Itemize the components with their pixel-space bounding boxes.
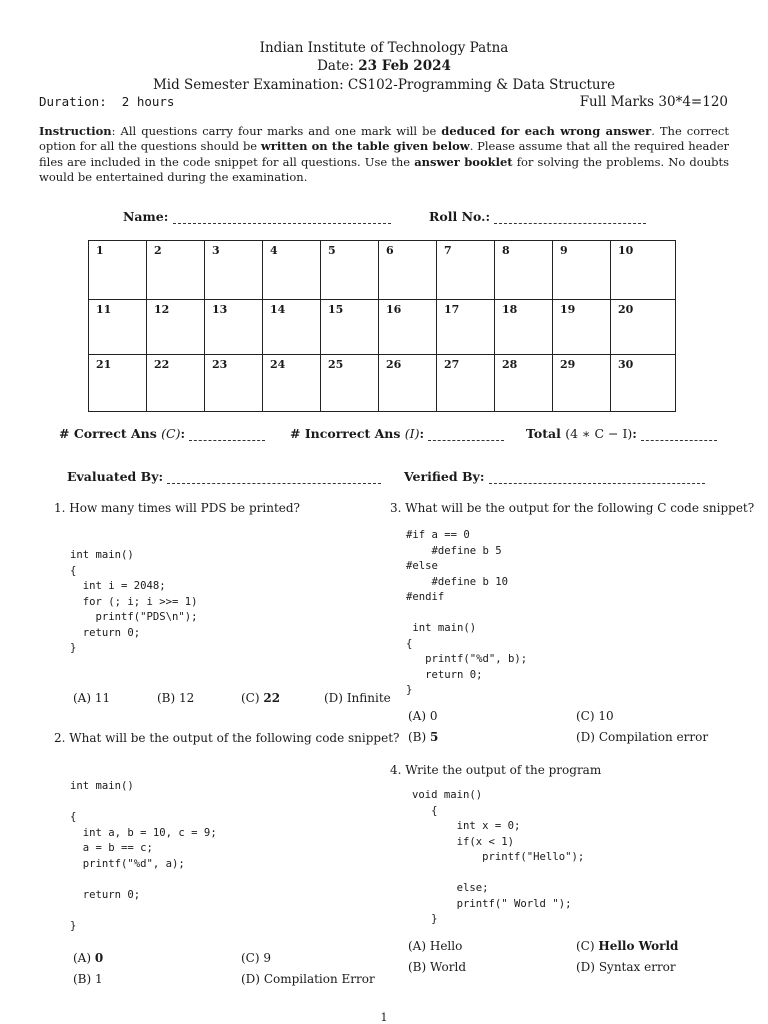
answer-cell[interactable]: 3 (205, 241, 263, 300)
correct-blank[interactable] (189, 440, 265, 441)
grid-row (89, 355, 676, 412)
incorrect-var: (I) (404, 426, 420, 441)
institute-name: Indian Institute of Technology Patna (259, 40, 509, 56)
question-number: 1. (54, 501, 66, 515)
answer-cell[interactable]: 5 (321, 241, 379, 300)
option-text: Hello World (598, 939, 679, 953)
option-text: Infinite (346, 691, 391, 705)
option-label: (A) (408, 709, 427, 723)
answer-cell[interactable]: 20 (611, 300, 676, 355)
question-text: What will be the output of the following code snippet? (69, 731, 400, 745)
option-label: (C) (576, 939, 595, 953)
instruction-emphasis: answer booklet (414, 154, 513, 169)
question-4 (390, 762, 601, 778)
option-text: 11 (94, 691, 111, 705)
answer-cell[interactable]: 6 (379, 241, 437, 300)
option-label: (C) (241, 951, 260, 965)
correct-field: # Correct Ans (C): (59, 426, 265, 441)
option-label: (C) (241, 691, 260, 705)
answer-grid (88, 240, 676, 412)
answer-cell[interactable]: 8 (495, 241, 553, 300)
q4-option-d[interactable] (576, 960, 676, 974)
instruction-emphasis: written on the table given below (260, 139, 470, 154)
option-label: (C) (576, 709, 595, 723)
option-label: (A) (408, 939, 427, 953)
answer-cell[interactable]: 25 (321, 355, 379, 412)
q1-option-b[interactable] (157, 691, 194, 705)
correct-var: (C) (161, 426, 181, 441)
answer-cell[interactable]: 28 (495, 355, 553, 412)
grid-row (89, 241, 676, 300)
instruction-text: . Please assume that all the required header files are included in the code snippet for all questions. Use the (39, 139, 729, 169)
evaluated-field: Evaluated By: (67, 469, 381, 484)
q3-code: #if a == 0 #define b 5 #else #define b 10 #endif int main() { printf("%d", b); return 0; } (406, 529, 528, 696)
q2-option-d[interactable] (241, 972, 375, 986)
incorrect-label: # Incorrect Ans (290, 426, 401, 441)
q1-option-a[interactable] (73, 691, 110, 705)
page-number: 1 (380, 1011, 388, 1024)
name-blank[interactable] (173, 223, 391, 224)
option-text: 0 (94, 951, 104, 965)
instruction-text: for solving the problems. No doubts would be entertained during the examination. (39, 154, 729, 185)
question-number: 3. (390, 501, 402, 515)
answer-cell[interactable]: 12 (147, 300, 205, 355)
answer-cell[interactable]: 19 (553, 300, 611, 355)
question-text: What will be the output for the following C code snippet? (405, 501, 755, 515)
question-2 (54, 730, 399, 746)
option-label: (D) (576, 730, 595, 744)
answer-cell[interactable]: 10 (611, 241, 676, 300)
q3-option-a[interactable] (408, 709, 438, 723)
answer-cell[interactable]: 4 (263, 241, 321, 300)
q3-option-d[interactable] (576, 730, 708, 744)
q4-option-b[interactable] (408, 960, 466, 974)
option-label: (B) (408, 730, 427, 744)
option-text: 22 (263, 691, 281, 705)
answer-cell[interactable]: 2 (147, 241, 205, 300)
verified-blank[interactable] (489, 483, 705, 484)
answer-cell[interactable]: 21 (89, 355, 147, 412)
option-label: (B) (408, 960, 427, 974)
option-label: (B) (157, 691, 176, 705)
correct-label: # Correct Ans (59, 426, 157, 441)
instruction-text: . The correct option for all the questions should be (39, 124, 729, 154)
answer-cell[interactable]: 13 (205, 300, 263, 355)
answer-cell[interactable]: 29 (553, 355, 611, 412)
incorrect-blank[interactable] (428, 440, 504, 441)
instruction-text: : All questions carry four marks and one mark will be (111, 124, 442, 138)
option-label: (D) (241, 972, 260, 986)
q4-option-c[interactable] (576, 939, 678, 953)
answer-cell[interactable]: 30 (611, 355, 676, 412)
option-label: (D) (576, 960, 595, 974)
name-field: Name: (123, 209, 391, 224)
roll-field: Roll No.: (429, 209, 646, 224)
q1-option-d[interactable] (324, 691, 391, 705)
total-formula: (4 ∗ C − I) (565, 426, 633, 441)
answer-cell[interactable]: 22 (147, 355, 205, 412)
roll-blank[interactable] (494, 223, 646, 224)
instruction-label: Instruction (39, 124, 112, 138)
answer-cell[interactable]: 9 (553, 241, 611, 300)
q3-option-c[interactable] (576, 709, 614, 723)
option-text: Hello (429, 939, 463, 953)
answer-cell[interactable]: 7 (437, 241, 495, 300)
q3-option-b[interactable] (408, 730, 438, 744)
question-number: 4. (390, 763, 402, 777)
answer-cell[interactable]: 11 (89, 300, 147, 355)
evaluated-label: Evaluated By (67, 469, 159, 484)
answer-cell[interactable]: 1 (89, 241, 147, 300)
question-number: 2. (54, 731, 66, 745)
answer-cell[interactable]: 27 (437, 355, 495, 412)
answer-cell[interactable]: 18 (495, 300, 553, 355)
verified-field: Verified By: (404, 469, 705, 484)
answer-cell[interactable]: 17 (437, 300, 495, 355)
q1-code: int main() { int i = 2048; for (; i; i >>= 1) printf("PDS\n"); return 0; } (70, 549, 198, 654)
instruction-emphasis: deduced for each wrong answer (441, 124, 652, 138)
name-label: Name (123, 209, 164, 224)
option-text: 0 (429, 709, 438, 723)
option-text: 5 (430, 730, 439, 744)
total-field: Total (4 ∗ C − I): (526, 426, 717, 441)
total-label: Total (526, 426, 561, 441)
answer-cell[interactable]: 15 (321, 300, 379, 355)
instruction-block (39, 124, 729, 186)
q4-option-a[interactable] (408, 939, 462, 953)
q4-code: void main() { int x = 0; if(x < 1) printf("Hello"); else; printf(" World "); } (412, 789, 585, 925)
question-text: How many times will PDS be printed? (69, 501, 300, 515)
date-label: Date: (317, 58, 359, 74)
option-text: Compilation Error (263, 972, 375, 986)
option-label: (D) (324, 691, 343, 705)
duration: Duration: 2 hours (39, 94, 175, 109)
exam-date (0, 57, 768, 75)
answer-cell[interactable]: 16 (379, 300, 437, 355)
evaluated-blank[interactable] (167, 483, 381, 484)
option-label: (A) (73, 951, 92, 965)
option-text: 12 (179, 691, 195, 705)
incorrect-field: # Incorrect Ans (I): (290, 426, 504, 441)
q2-option-c[interactable] (241, 951, 271, 965)
option-text: World (430, 960, 467, 974)
q2-option-a[interactable] (73, 951, 103, 965)
option-text: 10 (598, 709, 614, 723)
question-3 (390, 500, 754, 516)
option-text: 9 (263, 951, 272, 965)
full-marks: Full Marks 30*4=120 (579, 94, 728, 110)
question-text: Write the output of the program (405, 763, 602, 777)
answer-cell[interactable]: 24 (263, 355, 321, 412)
q2-code: int main() { int a, b = 10, c = 9; a = b == c; printf("%d", a); return 0; } (70, 780, 217, 932)
answer-cell[interactable]: 14 (263, 300, 321, 355)
option-label: (B) (73, 972, 92, 986)
option-text: Compilation error (598, 730, 709, 744)
roll-label: Roll No. (429, 209, 486, 224)
option-label: (A) (73, 691, 92, 705)
q1-option-c[interactable] (241, 691, 280, 705)
grid-row (89, 300, 676, 355)
exam-title: Mid Semester Examination: CS102-Programming & Data Structure (152, 77, 616, 93)
option-text: Syntax error (598, 960, 676, 974)
question-1 (54, 500, 300, 516)
verified-label: Verified By (404, 469, 480, 484)
date-value: 23 Feb 2024 (358, 58, 451, 74)
answer-cell[interactable]: 26 (379, 355, 437, 412)
answer-cell[interactable]: 23 (205, 355, 263, 412)
total-blank[interactable] (641, 440, 717, 441)
option-text: 1 (95, 972, 103, 986)
q2-option-b[interactable] (73, 972, 103, 986)
